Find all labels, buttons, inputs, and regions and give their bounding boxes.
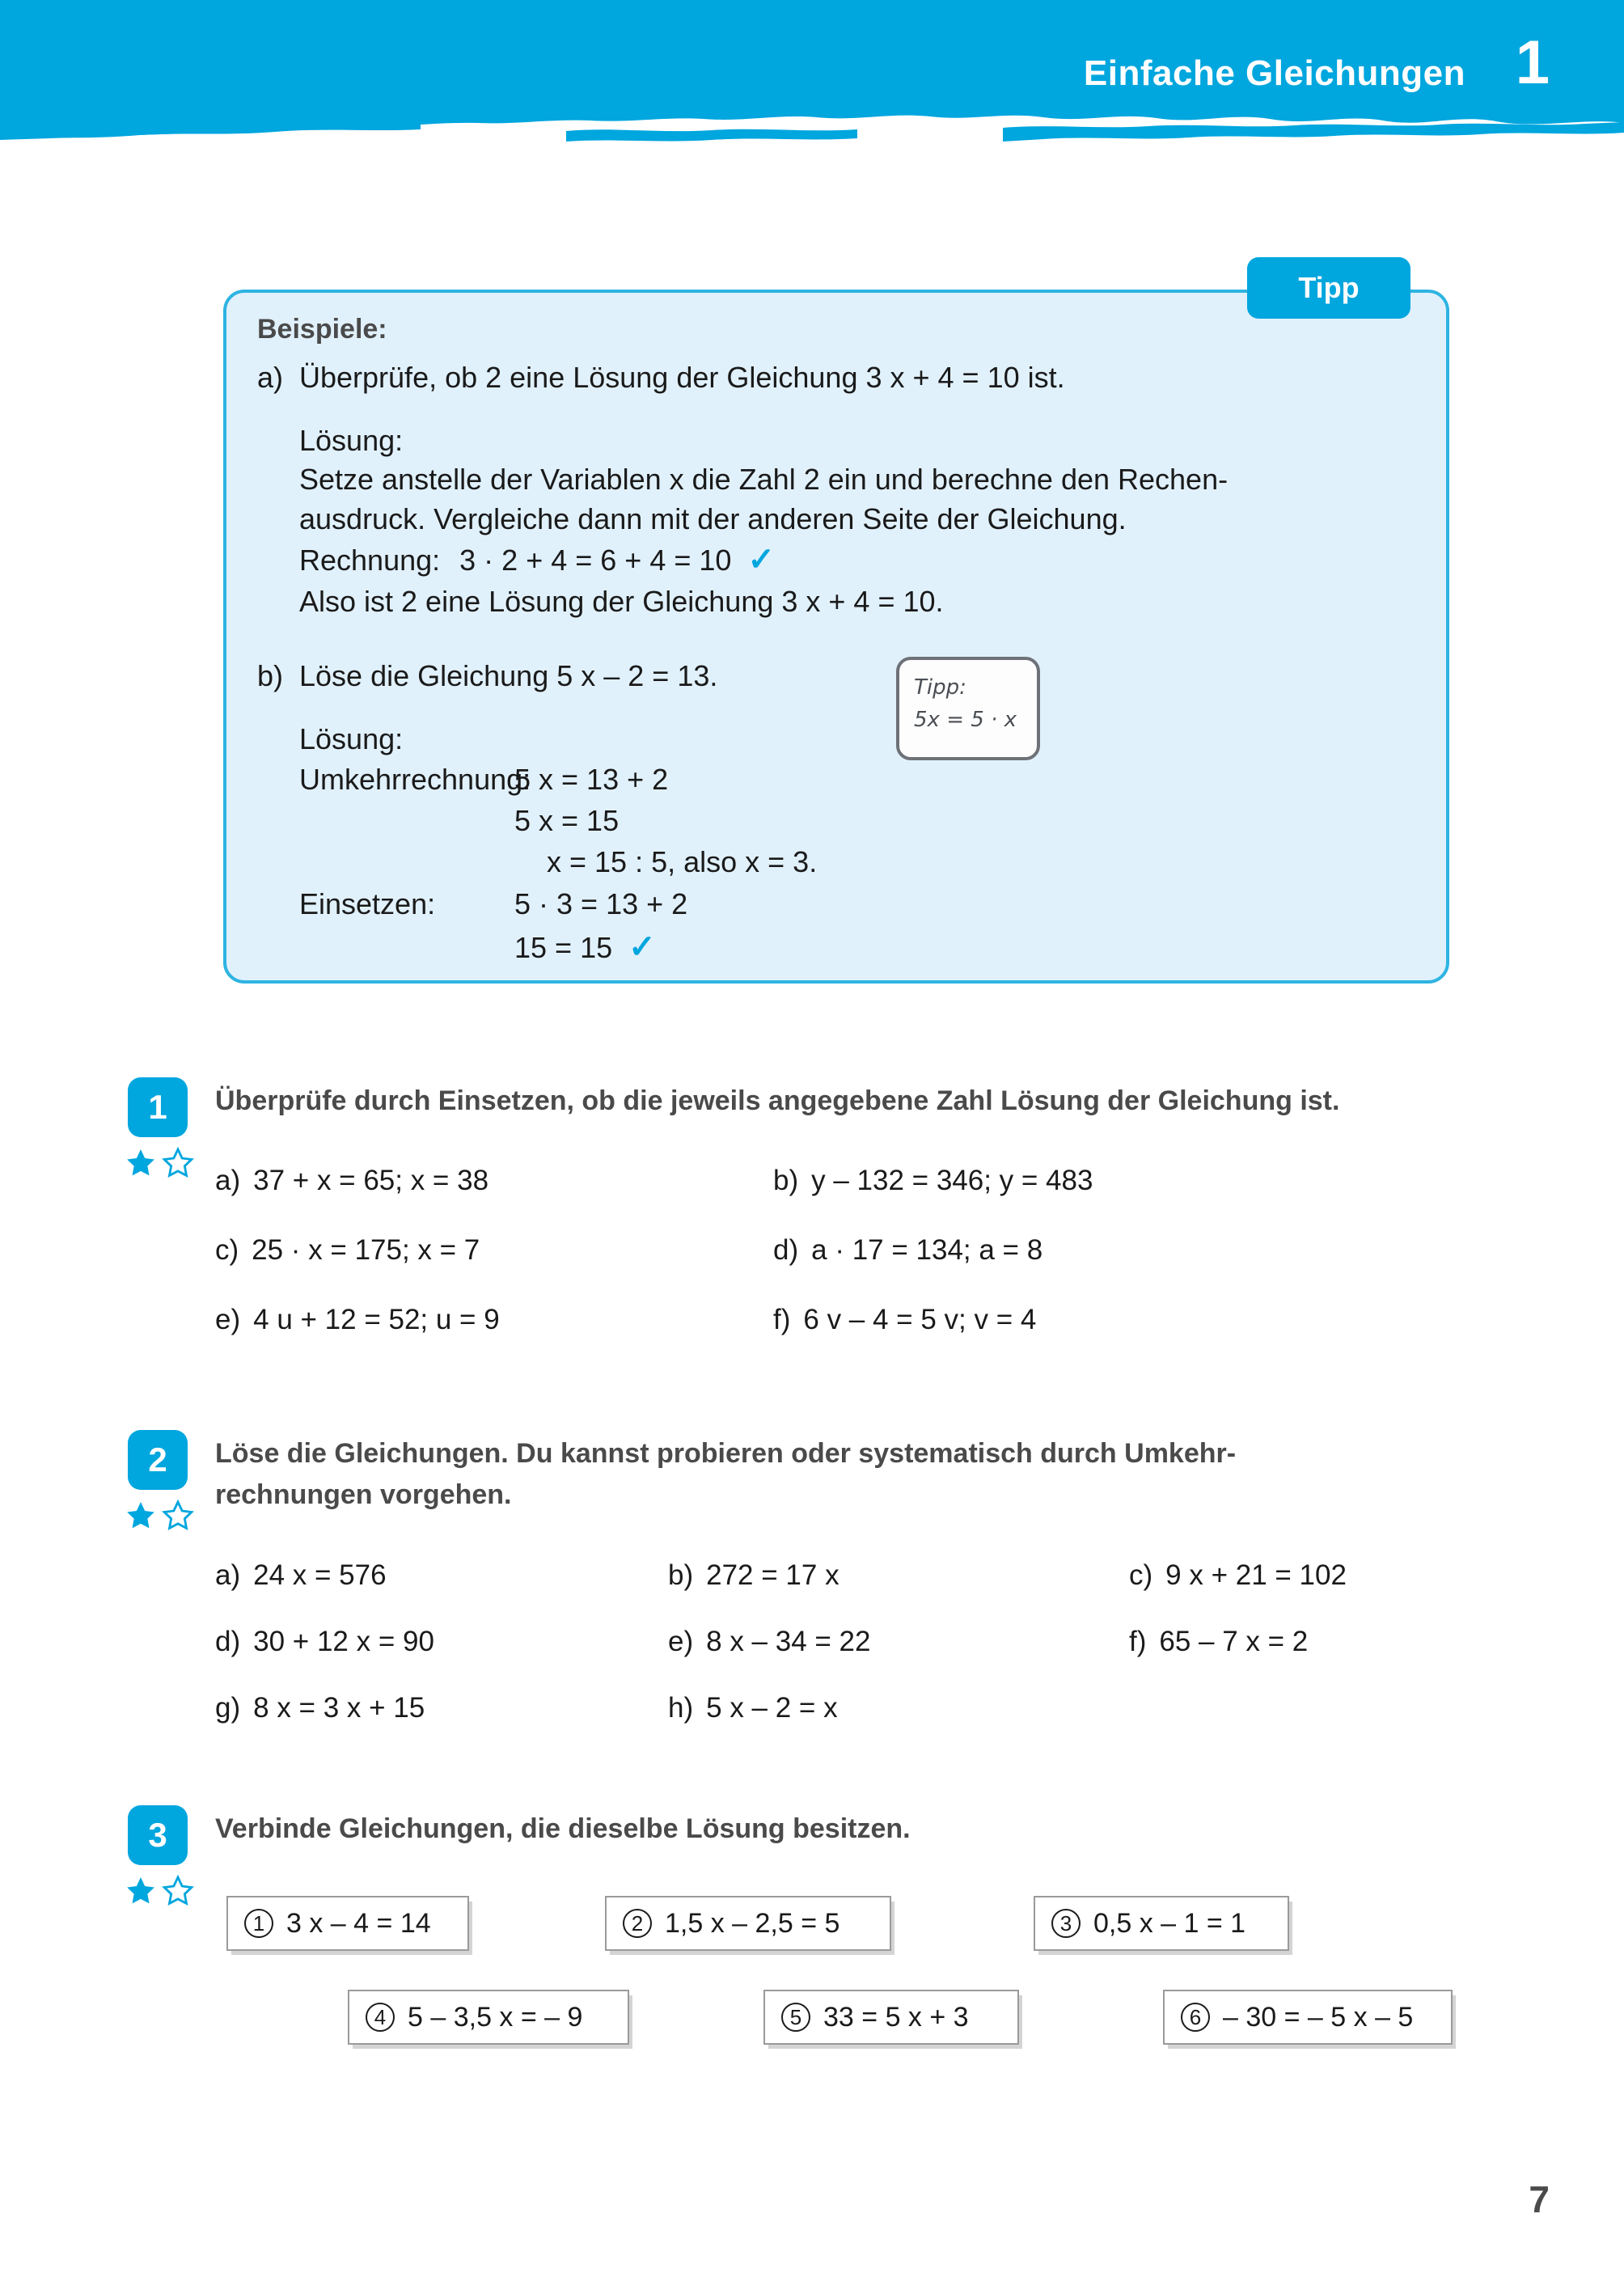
item-text: 5 x – 2 = x xyxy=(706,1692,838,1724)
match-box-2[interactable] xyxy=(605,1896,891,1951)
item-marker: c) xyxy=(1129,1559,1153,1591)
exercise-1-items xyxy=(215,1165,1525,1336)
page-header xyxy=(0,0,1624,154)
circled-number-icon: 2 xyxy=(623,1909,652,1938)
item-marker: e) xyxy=(668,1626,694,1657)
tipp-tab-label: Tipp xyxy=(1247,257,1410,319)
step-value: 5 x = 13 + 2 xyxy=(514,763,669,797)
step-value-final xyxy=(511,924,1425,971)
match-box-3[interactable] xyxy=(1034,1896,1289,1951)
example-b-solution-label: Lösung: xyxy=(299,722,404,755)
star-filled-icon xyxy=(125,1147,157,1179)
item-text: 272 = 17 x xyxy=(706,1559,839,1591)
exercise-item xyxy=(215,1234,773,1267)
examples-label: Beispiele: xyxy=(257,314,387,345)
exercise-item xyxy=(668,1559,1129,1592)
exercise-2-items xyxy=(215,1559,1525,1724)
item-text: 24 x = 576 xyxy=(253,1559,387,1591)
match-box-4[interactable] xyxy=(348,1990,629,2045)
step-label xyxy=(299,924,511,971)
exercise-3-heading: Verbinde Gleichungen, die dieselbe Lösung besitzen. xyxy=(215,1813,911,1844)
exercise-1-heading: Überprüfe durch Einsetzen, ob die jeweils angegebene Zahl Lösung der Gleichung ist. xyxy=(215,1085,1340,1116)
step-value: 5 · 3 = 13 + 2 xyxy=(514,886,688,920)
step-value: x = 15 : 5, also x = 3. xyxy=(547,845,818,879)
exercise-item xyxy=(668,1692,1129,1724)
circled-number-icon: 3 xyxy=(1051,1909,1081,1938)
item-marker: a) xyxy=(215,1559,241,1591)
step-label xyxy=(299,800,511,841)
item-text: 8 x = 3 x + 15 xyxy=(253,1692,425,1724)
match-box-equation: 3 x – 4 = 14 xyxy=(286,1907,431,1939)
example-a-marker: a) xyxy=(257,361,284,394)
mini-tipp-label: Tipp: xyxy=(914,675,966,700)
exercise-3-badge: 3 xyxy=(128,1805,188,1865)
exercise-item xyxy=(215,1692,668,1724)
circled-number-icon: 5 xyxy=(781,2003,810,2032)
tipp-panel xyxy=(223,290,1449,984)
item-marker: d) xyxy=(773,1234,799,1266)
item-text: a · 17 = 134; a = 8 xyxy=(811,1234,1043,1266)
item-text: y – 132 = 346; y = 483 xyxy=(811,1165,1093,1196)
page-title: Einfache Gleichungen xyxy=(1083,53,1465,93)
example-a-calc xyxy=(299,539,1425,582)
example-b-text: Löse die Gleichung 5 x – 2 = 13. xyxy=(299,658,718,692)
star-outline-icon xyxy=(162,1147,194,1179)
step-value: 5 x = 15 xyxy=(514,804,620,838)
example-a-conclusion: Also ist 2 eine Lösung der Gleichung 3 x + 4 = 10. xyxy=(299,584,944,618)
example-b-task xyxy=(257,657,1425,696)
mini-tipp-note xyxy=(896,657,1040,760)
exercise-2-heading xyxy=(215,1433,1461,1516)
exercise-2-heading-line2: rechnungen vorgehen. xyxy=(215,1479,512,1510)
match-box-equation: – 30 = – 5 x – 5 xyxy=(1223,2001,1414,2033)
item-text: 4 u + 12 = 52; u = 9 xyxy=(253,1304,500,1335)
item-marker: h) xyxy=(668,1692,694,1724)
match-box-6[interactable] xyxy=(1163,1990,1453,2045)
item-text: 6 v – 4 = 5 v; v = 4 xyxy=(803,1304,1037,1335)
match-box-5[interactable] xyxy=(763,1990,1019,2045)
example-a-solution-label: Lösung: xyxy=(299,424,404,458)
example-b-solution xyxy=(299,720,1425,970)
example-a-text: Überprüfe, ob 2 eine Lösung der Gleichung 3 x + 4 = 10 ist. xyxy=(299,361,1065,394)
item-marker: a) xyxy=(215,1165,241,1196)
match-box-equation: 1,5 x – 2,5 = 5 xyxy=(665,1907,840,1939)
exercise-2-badge: 2 xyxy=(128,1430,188,1490)
example-a-calc-value: 3 · 2 + 4 = 6 + 4 = 10 xyxy=(459,543,732,577)
circled-number-icon: 4 xyxy=(366,2003,395,2032)
item-marker: b) xyxy=(668,1559,694,1591)
mini-tipp-formula: 5x = 5 · x xyxy=(914,708,1017,733)
exercise-1-difficulty xyxy=(125,1145,197,1181)
item-marker: e) xyxy=(215,1304,241,1335)
example-a-solution xyxy=(299,421,1425,621)
item-marker: b) xyxy=(773,1165,799,1196)
star-filled-icon xyxy=(125,1500,157,1532)
example-b-marker: b) xyxy=(257,658,284,692)
exercise-item xyxy=(1129,1626,1525,1658)
item-marker: d) xyxy=(215,1626,241,1657)
step-label: Einsetzen: xyxy=(299,886,436,920)
item-marker: f) xyxy=(773,1304,791,1335)
item-text: 8 x – 34 = 22 xyxy=(706,1626,871,1657)
star-filled-icon xyxy=(125,1875,157,1907)
exercise-item xyxy=(773,1234,1525,1267)
exercise-2-heading-line1: Löse die Gleichungen. Du kannst probieren oder systematisch durch Umkehr- xyxy=(215,1438,1237,1469)
circled-number-icon: 1 xyxy=(244,1909,273,1938)
exercise-2-difficulty xyxy=(125,1498,197,1534)
exercise-1-badge: 1 xyxy=(128,1077,188,1137)
match-box-equation: 33 = 5 x + 3 xyxy=(823,2001,969,2033)
exercise-item-empty xyxy=(1129,1692,1525,1724)
item-text: 65 – 7 x = 2 xyxy=(1159,1626,1309,1657)
example-a-line1: Setze anstelle der Variablen x die Zahl 2 ein und berechne den Rechen- xyxy=(299,463,1229,497)
exercise-item xyxy=(668,1626,1129,1658)
checkmark-icon: ✓ xyxy=(747,541,775,577)
exercise-item xyxy=(215,1559,668,1592)
match-box-equation: 5 – 3,5 x = – 9 xyxy=(408,2001,583,2033)
page-number: 7 xyxy=(1529,2178,1550,2220)
example-b-steps xyxy=(299,759,1425,970)
item-text: 25 · x = 175; x = 7 xyxy=(252,1234,480,1266)
example-a-calc-label: Rechnung: xyxy=(299,543,441,577)
item-text: 30 + 12 x = 90 xyxy=(253,1626,434,1657)
chapter-number: 1 xyxy=(1515,28,1550,97)
exercise-item xyxy=(215,1304,773,1336)
exercise-item xyxy=(1129,1559,1525,1592)
step-label xyxy=(299,841,511,882)
example-a-line2: ausdruck. Vergleiche dann mit der anderen Seite der Gleichung. xyxy=(299,501,1127,535)
star-outline-icon xyxy=(162,1875,194,1907)
star-outline-icon xyxy=(162,1500,194,1532)
exercise-3-difficulty xyxy=(125,1873,197,1909)
item-text: 9 x + 21 = 102 xyxy=(1165,1559,1347,1591)
step-label: Umkehrrechnung: xyxy=(299,763,531,797)
item-marker: c) xyxy=(215,1234,239,1266)
match-box-equation: 0,5 x – 1 = 1 xyxy=(1093,1907,1246,1939)
match-box-1[interactable] xyxy=(226,1896,469,1951)
exercise-item xyxy=(215,1626,668,1658)
checkmark-icon: ✓ xyxy=(628,929,656,965)
exercise-item xyxy=(215,1165,773,1197)
item-marker: f) xyxy=(1129,1626,1147,1657)
exercise-item xyxy=(773,1165,1525,1197)
circled-number-icon: 6 xyxy=(1181,2003,1210,2032)
item-text: 37 + x = 65; x = 38 xyxy=(253,1165,489,1196)
exercise-item xyxy=(773,1304,1525,1336)
item-marker: g) xyxy=(215,1692,241,1724)
step-value: 15 = 15 xyxy=(514,930,613,964)
example-a-task xyxy=(257,358,1425,397)
